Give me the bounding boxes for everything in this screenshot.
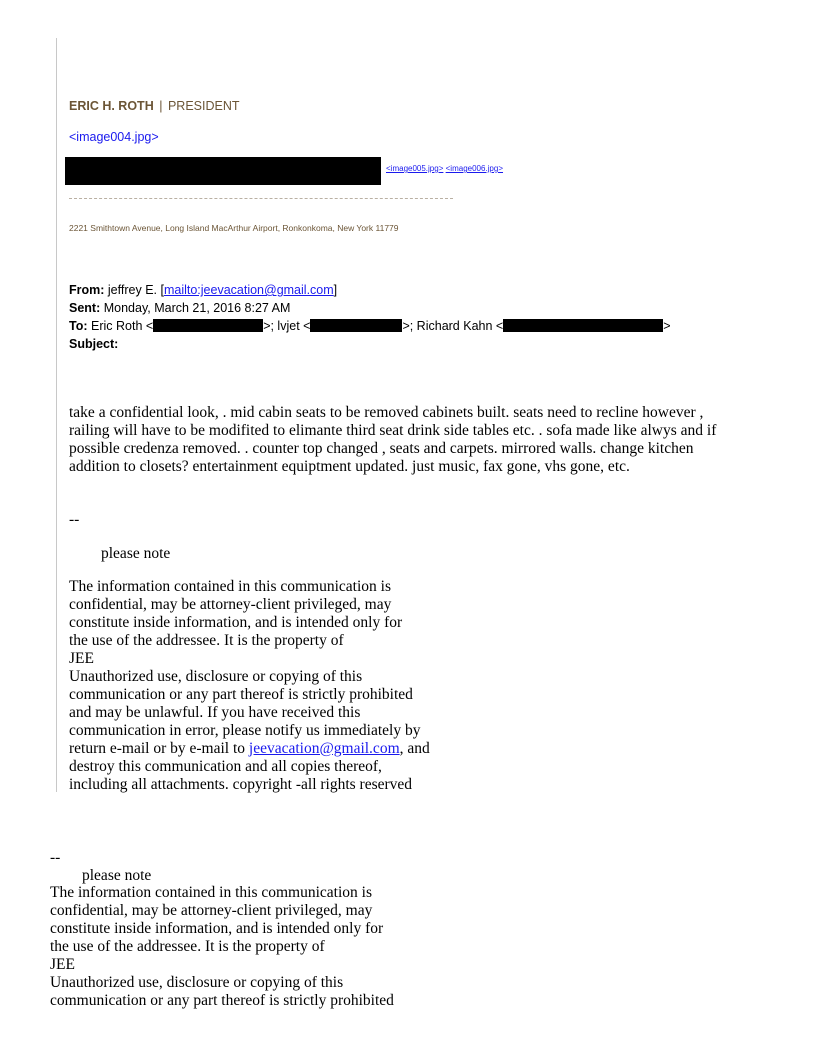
from-mailto-link[interactable]: mailto:jeevacation@gmail.com [163,283,334,297]
please-note-1: please note [101,545,171,562]
header-from [69,281,337,299]
image-link-004[interactable]: <image004.jpg> [69,130,159,144]
redaction-email-3 [503,319,663,332]
to-recipient-end: > [663,319,671,333]
header-subject [69,335,118,353]
quote-bar [56,38,57,792]
disclaimer-1-text-end: , and destroy this communication and all copies thereof, including all attachments. copyright -all rights reserved [69,740,430,793]
disclaimer-1-text: The information contained in this communication is confidential, may be attorney-client privileged, may constitute inside information, and is intended only for the use of the addressee. It is the property of JEE Unauthorized use, disclosure or copying of this communication or any part thereof is strictly prohibited and may be unlawful. If you have received this communication in error, please notify us immediately by return e-mail or by e-mail to [69,578,421,757]
signature-address: 2221 Smithtown Avenue, Long Island MacArthur Airport, Ronkonkoma, New York 11779 [69,223,399,233]
signature-name [69,99,240,113]
message-body: take a confidential look, . mid cabin seats to be removed cabinets built. seats need to recline however , railing will have to be modifited to elimante third seat drink side tables etc. . sofa made like alwys and if possible credenza removed. . counter top changed , seats and carpets. mirrored walls. change kitchen addition to closets? entertainment equiptment updated. just music, fax gone, vhs gone, etc. [69,404,717,475]
sent-value: Monday, March 21, 2016 8:27 AM [103,301,291,315]
disclaimer-1-email-link[interactable]: jeevacation@gmail.com [248,740,400,757]
signature-divider [69,198,453,199]
to-recipient-1: Eric Roth < [91,319,154,333]
redaction-email-1 [153,319,263,332]
sent-label: Sent: [69,301,101,315]
subject-label: Subject: [69,337,119,351]
signature-role: PRESIDENT [167,99,240,113]
please-note-2: please note [82,867,152,884]
disclaimer-2: The information contained in this communication is confidential, may be attorney-client privileged, may constitute inside information, and is intended only for the use of the addressee. It is the property of JEE Unauthorized use, disclosure or copying of this communication or any part thereof is strictly prohibited [50,884,394,1009]
from-name: jeffrey E. [ [107,283,164,297]
disclaimer-1 [69,578,430,794]
image-link-006[interactable]: <image006.jpg> [445,164,504,173]
from-close: ] [333,283,338,297]
to-recipient-2: >; lvjet < [263,319,311,333]
signature-name-text: ERIC H. ROTH [69,99,154,113]
to-label: To: [69,319,88,333]
header-sent [69,299,290,317]
to-recipient-3: >; Richard Kahn < [402,319,504,333]
from-label: From: [69,283,105,297]
signature-dashes-2: -- [50,849,61,866]
redaction-email-2 [310,319,402,332]
redaction-block [65,157,381,185]
signature-dashes-1: -- [69,511,80,528]
header-to [69,317,671,335]
image-link-005[interactable]: <image005.jpg> [386,164,444,173]
small-image-links [386,164,503,173]
signature-separator: | [159,99,163,113]
